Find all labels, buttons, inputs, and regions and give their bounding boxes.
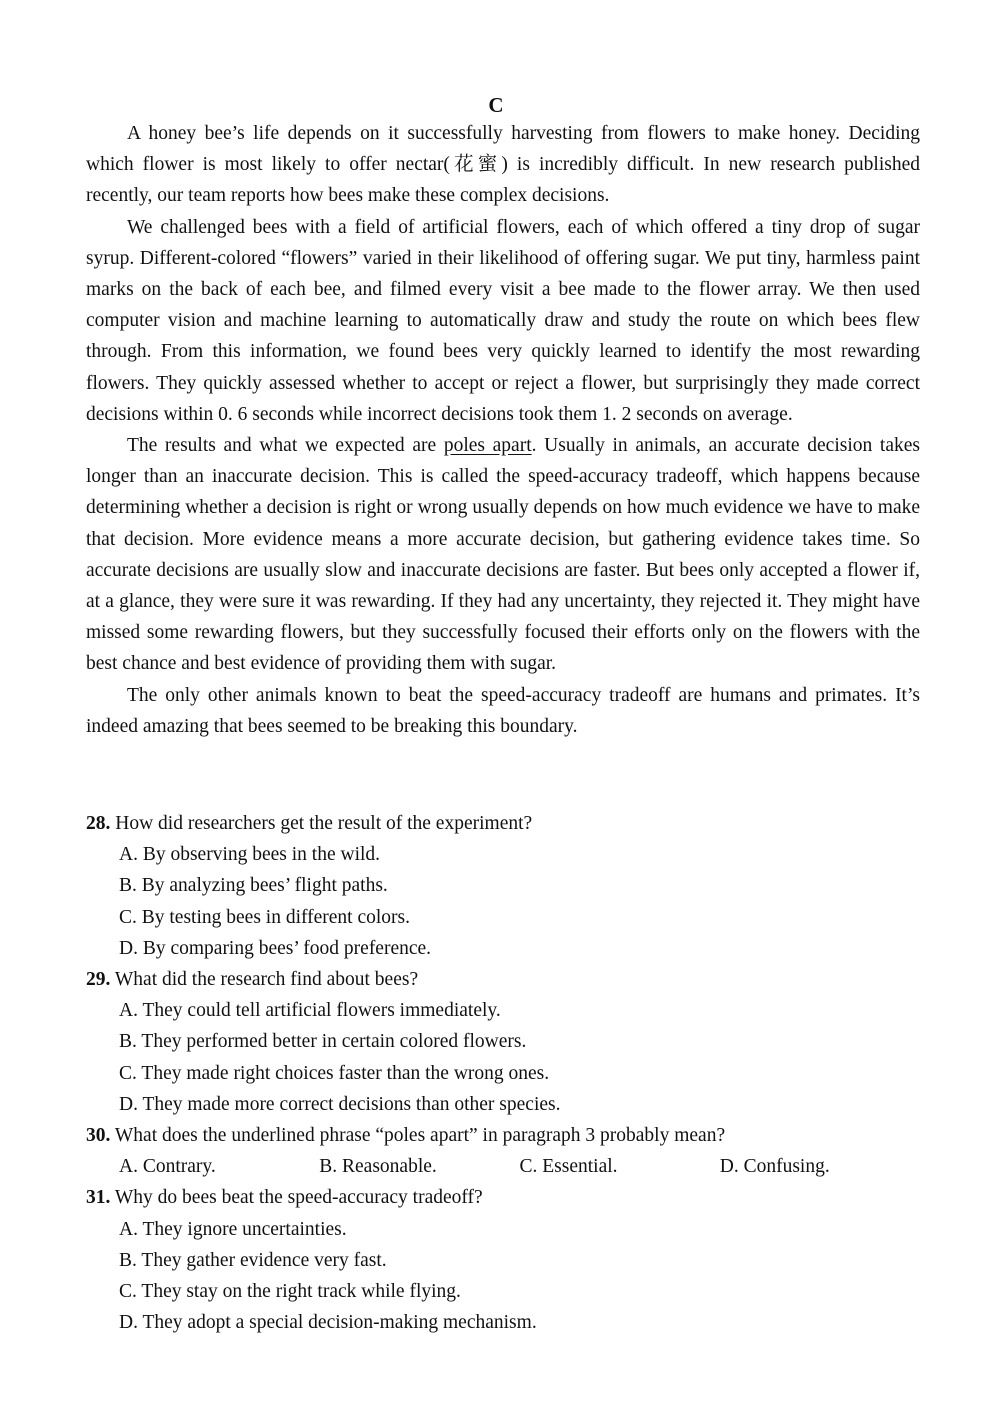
question-30 — [86, 1120, 920, 1182]
paragraph-3-rest: . Usually in animals, an accurate decision takes longer than an inaccurate decision. This is called the speed-accuracy tradeoff, which happens because determining whether a decision is right or wrong usually depends on how much evidence we have to make that decision. More evidence means a more accurate decision, but gathering evidence takes time. So accurate decisions are usually slow and inaccurate decisions are faster. But bees only accepted a flower if, at a glance, they were sure it was rewarding. If they had any uncertainty, they rejected it. They might have missed some rewarding flowers, but they successfully focused their efforts only on the flowers with the best chance and best evidence of providing them with sugar. — [86, 435, 920, 675]
question-list — [86, 808, 920, 1338]
question-text: What did the research find about bees? — [110, 969, 419, 991]
question-number: 29. — [86, 969, 111, 991]
question-29 — [86, 964, 920, 1120]
option-b: B. Reasonable. — [319, 1156, 437, 1178]
question-text: What does the underlined phrase “poles apart” in paragraph 3 probably mean? — [110, 1125, 726, 1147]
question-31 — [86, 1182, 920, 1338]
section-heading: C — [488, 93, 504, 117]
question-28 — [86, 808, 920, 964]
paragraph-3 — [86, 430, 920, 680]
option-c: C. By testing bees in different colors. — [119, 906, 411, 928]
paragraph-4: The only other animals known to beat the speed-accuracy tradeoff are humans and primates. It’s indeed amazing that bees seemed to be breaking this boundary. — [86, 684, 920, 737]
question-text: How did researchers get the result of the experiment? — [110, 813, 533, 834]
option-c: C. They stay on the right track while flying. — [119, 1281, 461, 1303]
question-text: Why do bees beat the speed-accuracy tradeoff? — [110, 1187, 483, 1209]
option-c: C. Essential. — [519, 1156, 618, 1178]
question-number: 30. — [86, 1125, 111, 1147]
question-number: 28. — [86, 813, 111, 834]
option-d: D. They adopt a special decision-making mechanism. — [119, 1312, 537, 1334]
question-stem — [86, 964, 920, 995]
option-b: B. They gather evidence very fast. — [119, 1249, 387, 1271]
option-b: B. They performed better in certain colored flowers. — [119, 1031, 527, 1053]
option-d: D. By comparing bees’ food preference. — [119, 937, 432, 959]
question-stem — [86, 1182, 920, 1213]
option-a: A. Contrary. — [119, 1156, 216, 1178]
question-stem — [86, 808, 920, 839]
question-stem — [86, 1120, 920, 1151]
option-d: D. They made more correct decisions than other species. — [119, 1093, 561, 1115]
option-b: B. By analyzing bees’ flight paths. — [119, 875, 388, 897]
underlined-phrase: poles apart — [443, 435, 532, 457]
question-number: 31. — [86, 1187, 111, 1209]
option-c: C. They made right choices faster than the wrong ones. — [119, 1062, 550, 1084]
paragraph-1: A honey bee’s life depends on it successfully harvesting from flowers to make honey. Deciding which flower is most likely to offer nectar(花蜜) is incredibly difficult. In new research published recently, our team reports how bees make these complex decisions. — [86, 123, 920, 207]
option-a: A. They ignore uncertainties. — [119, 1218, 347, 1240]
paragraph-2: We challenged bees with a field of artificial flowers, each of which offered a tiny drop of sugar syrup. Different-colored “flowers” varied in their likelihood of offering sugar. We put tiny, harmless paint marks on the back of each bee, and filmed every visit a bee made to the flower array. We then used computer vision and machine learning to automatically draw and study the route on which bees flew through. From this information, we found bees very quickly learned to identify the most rewarding flowers. They quickly assessed whether to accept or reject a flower, but surprisingly they made correct decisions within 0. 6 seconds while incorrect decisions took them 1. 2 seconds on average. — [86, 216, 920, 425]
reading-passage — [86, 118, 920, 742]
option-a: A. By observing bees in the wild. — [119, 844, 381, 866]
paragraph-3-start: The results and what we expected are — [126, 435, 444, 457]
option-a: A. They could tell artificial flowers immediately. — [119, 1000, 501, 1022]
option-d: D. Confusing. — [719, 1156, 830, 1178]
options-row — [86, 1151, 920, 1182]
